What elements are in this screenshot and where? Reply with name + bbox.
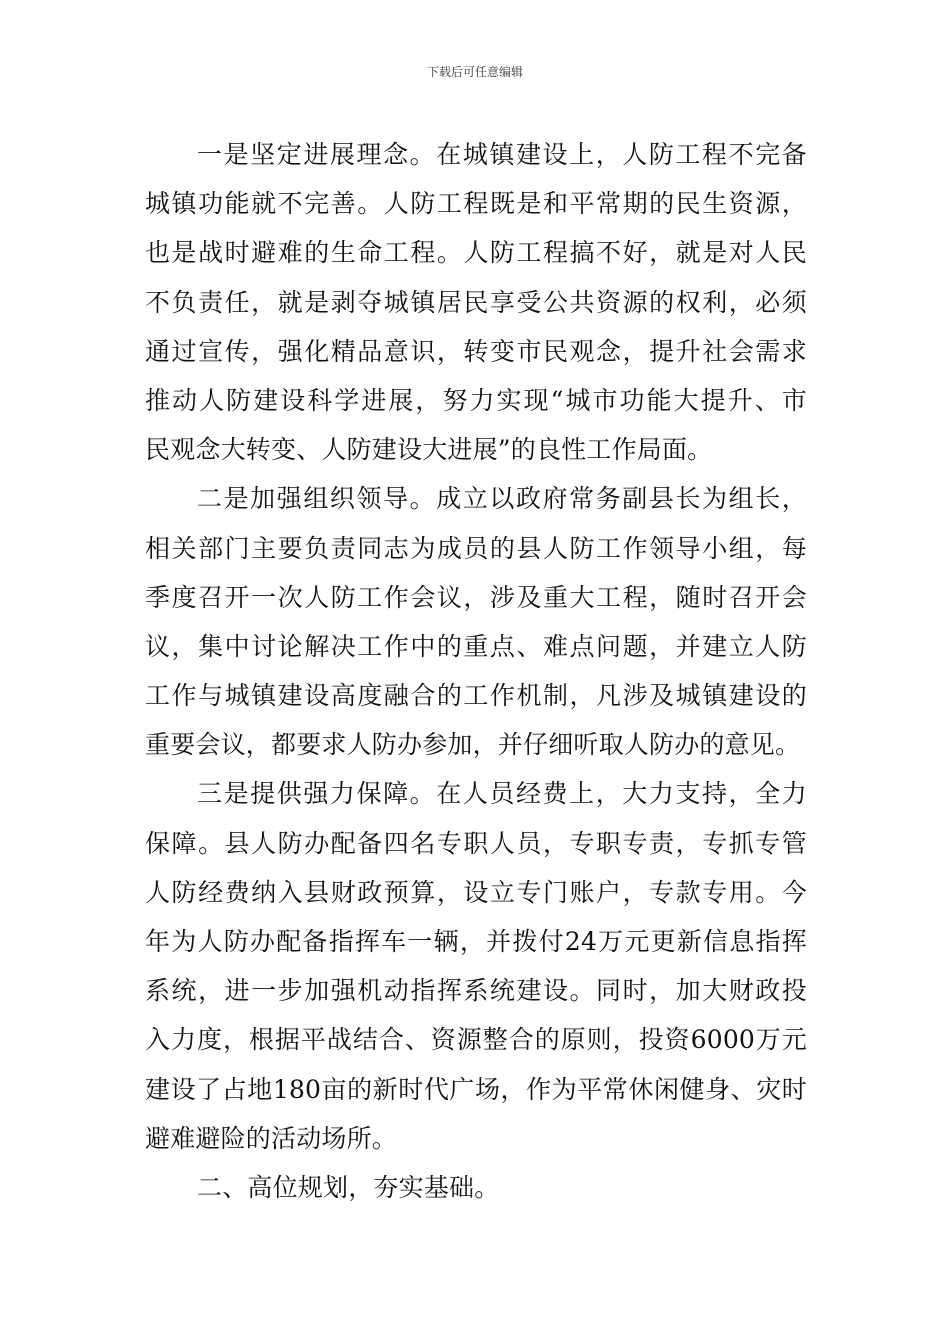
page-header: 下载后可任意编辑 <box>426 65 523 79</box>
paragraph-line: 相关部门主要负责同志为成员的县人防工作领导小组，每 <box>145 533 807 563</box>
paragraph-line: 入力度，根据平战结合、资源整合的原则，投资6000万元 <box>145 1025 807 1055</box>
paragraph-line: 民观念大转变、人防建设大进展”的良性工作局面。 <box>145 435 713 465</box>
paragraph-line: 重要会议，都要求人防办参加，并仔细听取人防办的意见。 <box>145 730 801 760</box>
paragraph-line: 城镇功能就不完善。人防工程既是和平常期的民生资源， <box>145 189 807 219</box>
paragraph-line: 人防经费纳入县财政预算，设立专门账户，专款专用。今 <box>145 877 807 907</box>
section-heading: 二、高位规划，夯实基础。 <box>197 1172 500 1202</box>
paragraph-line: 季度召开一次人防工作会议，涉及重大工程，随时召开会 <box>145 582 807 612</box>
paragraph-line: 建设了占地180亩的新时代广场，作为平常休闲健身、灾时 <box>145 1074 807 1104</box>
document-body <box>145 130 807 1212</box>
paragraph-line: 通过宣传，强化精品意识，转变市民观念，提升社会需求 <box>145 336 807 366</box>
paragraph-line: 工作与城镇建设高度融合的工作机制，凡涉及城镇建设的 <box>145 681 807 711</box>
paragraph-line: 议，集中讨论解决工作中的重点、难点问题，并建立人防 <box>145 631 807 661</box>
paragraph-line: 年为人防办配备指挥车一辆，并拨付24万元更新信息指挥 <box>145 927 807 956</box>
paragraph-line: 避难避险的活动场所。 <box>145 1123 398 1153</box>
paragraph-line: 保障。县人防办配备四名专职人员，专职专责，专抓专管 <box>145 828 807 858</box>
paragraph-line: 一是坚定进展理念。在城镇建设上，人防工程不完备 <box>197 140 807 169</box>
paragraph-line: 推动人防建设科学进展，努力实现“城市功能大提升、市 <box>145 385 807 415</box>
paragraph-line: 二是加强组织领导。成立以政府常务副县长为组长， <box>197 484 807 514</box>
paragraph-line: 三是提供强力保障。在人员经费上，大力支持，全力 <box>197 779 807 809</box>
paragraph-line: 系统，进一步加强机动指挥系统建设。同时，加大财政投 <box>145 976 807 1006</box>
paragraph-line: 不负责任，就是剥夺城镇居民享受公共资源的权利，必须 <box>145 287 807 317</box>
paragraph-line: 也是战时避难的生命工程。人防工程搞不好，就是对人民 <box>145 238 807 268</box>
